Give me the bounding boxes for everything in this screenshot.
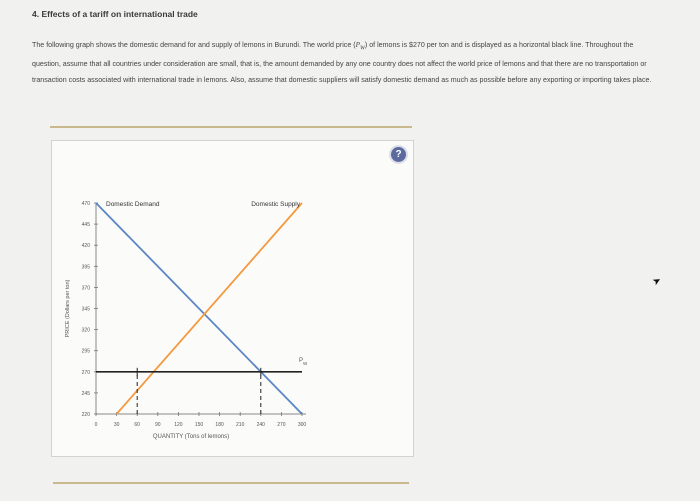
graph-panel	[51, 140, 414, 457]
y-tick-label: 220	[81, 412, 90, 418]
x-tick-label: 270	[277, 422, 286, 428]
y-axis-label: PRICE (Dollars per ton)	[65, 279, 71, 338]
x-tick-label: 0	[94, 422, 98, 428]
x-tick-label: 210	[236, 422, 245, 428]
question-body-part1: The following graph shows the domestic demand for and supply of lemons in Burundi. The world price (	[32, 41, 356, 49]
supply-demand-chart[interactable]	[52, 141, 413, 456]
question-body	[32, 37, 662, 88]
world-price-subscript: W	[359, 45, 365, 52]
x-tick-label: 90	[155, 422, 161, 428]
y-tick-label: 470	[81, 201, 90, 207]
x-tick-label: 120	[174, 422, 183, 428]
supply-curve	[117, 203, 302, 414]
x-tick-label: 180	[215, 422, 224, 428]
y-tick-label: 445	[81, 222, 90, 229]
question-circle-icon[interactable]: ?	[391, 147, 406, 162]
world-price-symbol	[355, 41, 365, 52]
y-tick-label: 245	[81, 390, 90, 397]
x-axis-label: QUANTITY (Tons of lemons)	[152, 434, 230, 440]
y-tick-label: 295	[81, 348, 90, 355]
x-tick-label: 30	[113, 422, 120, 428]
world-price-label-subscript: W	[303, 360, 308, 366]
question-title: 4. Effects of a tariff on international trade	[32, 9, 198, 19]
world-price-letter: P	[355, 41, 360, 49]
y-tick-label: 395	[81, 264, 90, 271]
x-tick-label: 240	[256, 422, 265, 428]
x-tick-label: 60	[134, 422, 140, 428]
demand-curve	[96, 203, 302, 414]
world-price-label: P	[299, 357, 304, 364]
y-tick-label: 420	[81, 243, 90, 250]
y-tick-label: 270	[81, 369, 90, 376]
divider-bottom	[53, 482, 409, 484]
question-body-part2: ) of lemons is $270 per ton and is displayed as a horizontal black line. Throughout the question, assume that all countries under consideration are small, that is, the amount demanded by any one country does not affect the world price of lemons and that there are no transportation or transaction costs associated with international trade in lemons. Also, assume that domestic suppliers will satisfy domestic demand as much as possible before any exporting or importing takes place.	[32, 41, 652, 85]
y-tick-label: 370	[81, 285, 90, 292]
y-tick-label: 320	[81, 327, 90, 334]
x-tick-label: 300	[297, 422, 307, 428]
x-tick-label: 150	[194, 422, 204, 428]
demand-label: Domestic Demand	[106, 201, 160, 208]
mouse-cursor-icon: ➤	[650, 274, 664, 289]
y-tick-label: 345	[81, 306, 90, 313]
supply-label: Domestic Supply	[251, 201, 300, 208]
divider-top	[50, 126, 412, 128]
